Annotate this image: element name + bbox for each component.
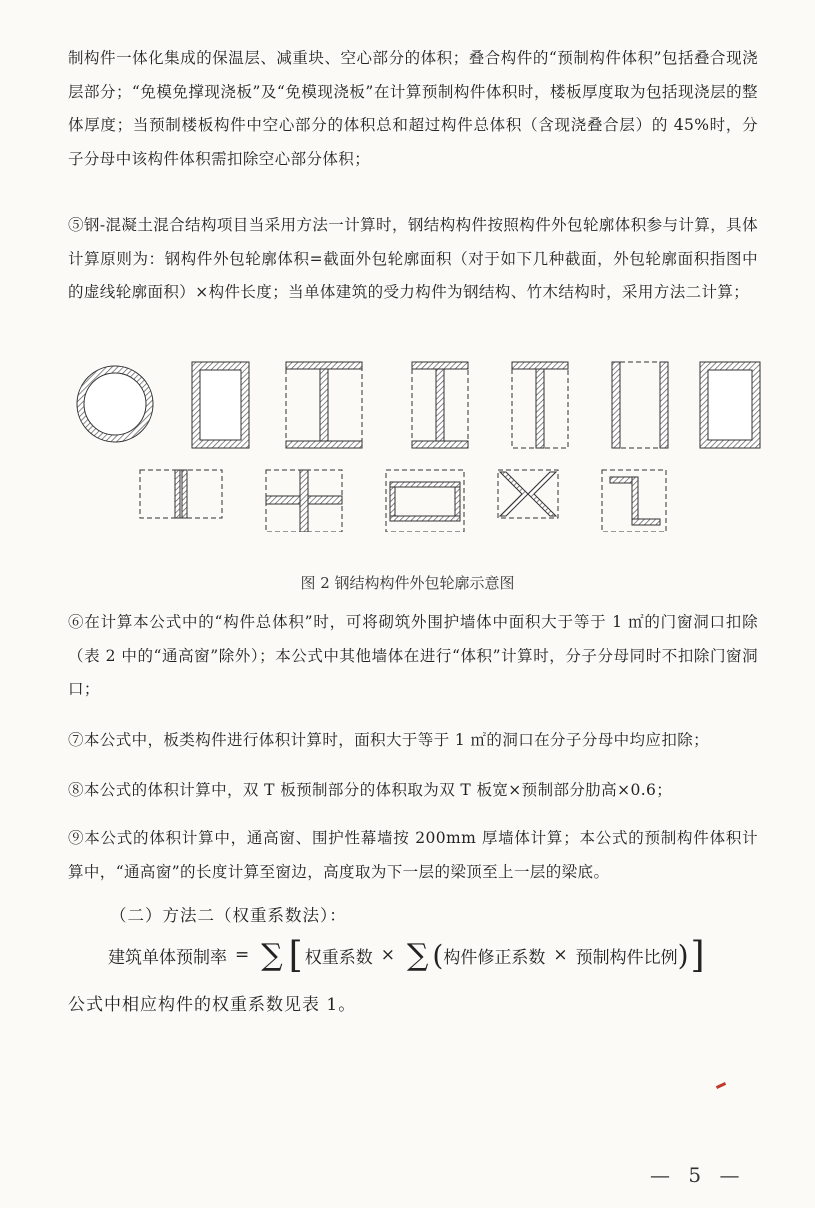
red-pen-mark <box>716 1082 726 1089</box>
formula-lhs: 建筑单体预制率 <box>108 947 227 968</box>
paragraph-item-9: ⑨本公式的体积计算中，通高窗、围护性幕墙按 200mm 厚墙体计算；本公式的预制构件体积计算中，“通高窗”的长度计算至窗边，高度取为下一层的梁顶至上一层的梁底。 <box>68 829 758 881</box>
z-section-icon <box>602 470 666 532</box>
paragraph-item-5: ⑤钢-混凝土混合结构项目当采用方法一计算时，钢结构构件按照构件外包轮廓体积参与计算，具体计算原则为：钢构件外包轮廓体积=截面外包轮廓面积（对于如下几种截面，外包轮廓面积指图中的虚线轮廓面积）×构件长度；当单体建筑的受力构件为钢结构、竹木结构时，采用方法二计算； <box>68 216 758 301</box>
t-section-icon <box>512 362 568 448</box>
formula-right-bracket: ] <box>690 934 705 976</box>
summation-icon: ∑ <box>261 937 283 973</box>
narrow-h-section-icon <box>412 362 468 448</box>
formula-weight-coefficient: 权重系数 <box>304 947 373 968</box>
prefabrication-rate-formula <box>108 930 707 980</box>
channel-pair-section-icon <box>612 362 668 448</box>
formula-prefab-ratio: 预制构件比例 <box>575 947 678 968</box>
formula-correction-coefficient: 构件修正系数 <box>443 947 546 968</box>
summation-icon: ∑ <box>406 937 429 973</box>
double-angle-section-icon <box>140 470 222 518</box>
paragraph-item-7: ⑦本公式中，板类构件进行体积计算时，面积大于等于 1 ㎡的洞口在分子分母中均应扣除； <box>68 731 710 749</box>
x-brace-section-icon <box>498 470 558 518</box>
cross-section-icon <box>266 470 342 532</box>
formula-left-paren: ( <box>432 938 444 972</box>
circular-tube-section-icon <box>77 366 153 442</box>
double-i-section-icon <box>386 470 464 532</box>
paragraph-volume-rules: 制构件一体化集成的保温层、减重块、空心部分的体积；叠合构件的“预制构件体积”包括叠合现浇层部分；“免模免撑现浇板”及“免模现浇板”在计算预制构件体积时，楼板厚度取为包括现浇层的整体厚度；当预制楼板构件中空心部分的体积总和超过构件总体积（含现浇叠合层）的 45%时，分子分母中该构件体积需扣除空心部分体积； <box>68 49 758 168</box>
steel-section-outline-figure <box>70 352 770 532</box>
rect-tube-section-icon <box>192 362 249 448</box>
page-number: — 5 — <box>650 1163 746 1187</box>
paragraph-item-6: ⑥在计算本公式中的“构件总体积”时，可将砌筑外围护墙体中面积大于等于 1 ㎡的门窗洞口扣除（表 2 中的“通高窗”除外）；本公式中其他墙体在进行“体积”计算时，分子分母同时不扣除门窗洞口； <box>68 613 758 698</box>
box-section-icon <box>700 362 760 448</box>
formula-left-bracket: [ <box>288 934 303 976</box>
formula-equals: = <box>235 945 250 965</box>
section-heading: （二）方法二（权重系数法）： <box>110 906 347 925</box>
formula-note: 公式中相应构件的权重系数见表 1。 <box>68 995 357 1015</box>
paragraph-item-8: ⑧本公式的体积计算中，双 T 板预制部分的体积取为双 T 板宽×预制部分肋高×0.6； <box>68 781 673 799</box>
formula-times: × <box>380 945 395 965</box>
formula-right-paren: ) <box>677 938 689 972</box>
figure-caption: 图 2 钢结构构件外包轮廓示意图 <box>300 574 515 592</box>
formula-times: × <box>553 945 568 965</box>
wide-h-section-icon <box>286 362 362 448</box>
